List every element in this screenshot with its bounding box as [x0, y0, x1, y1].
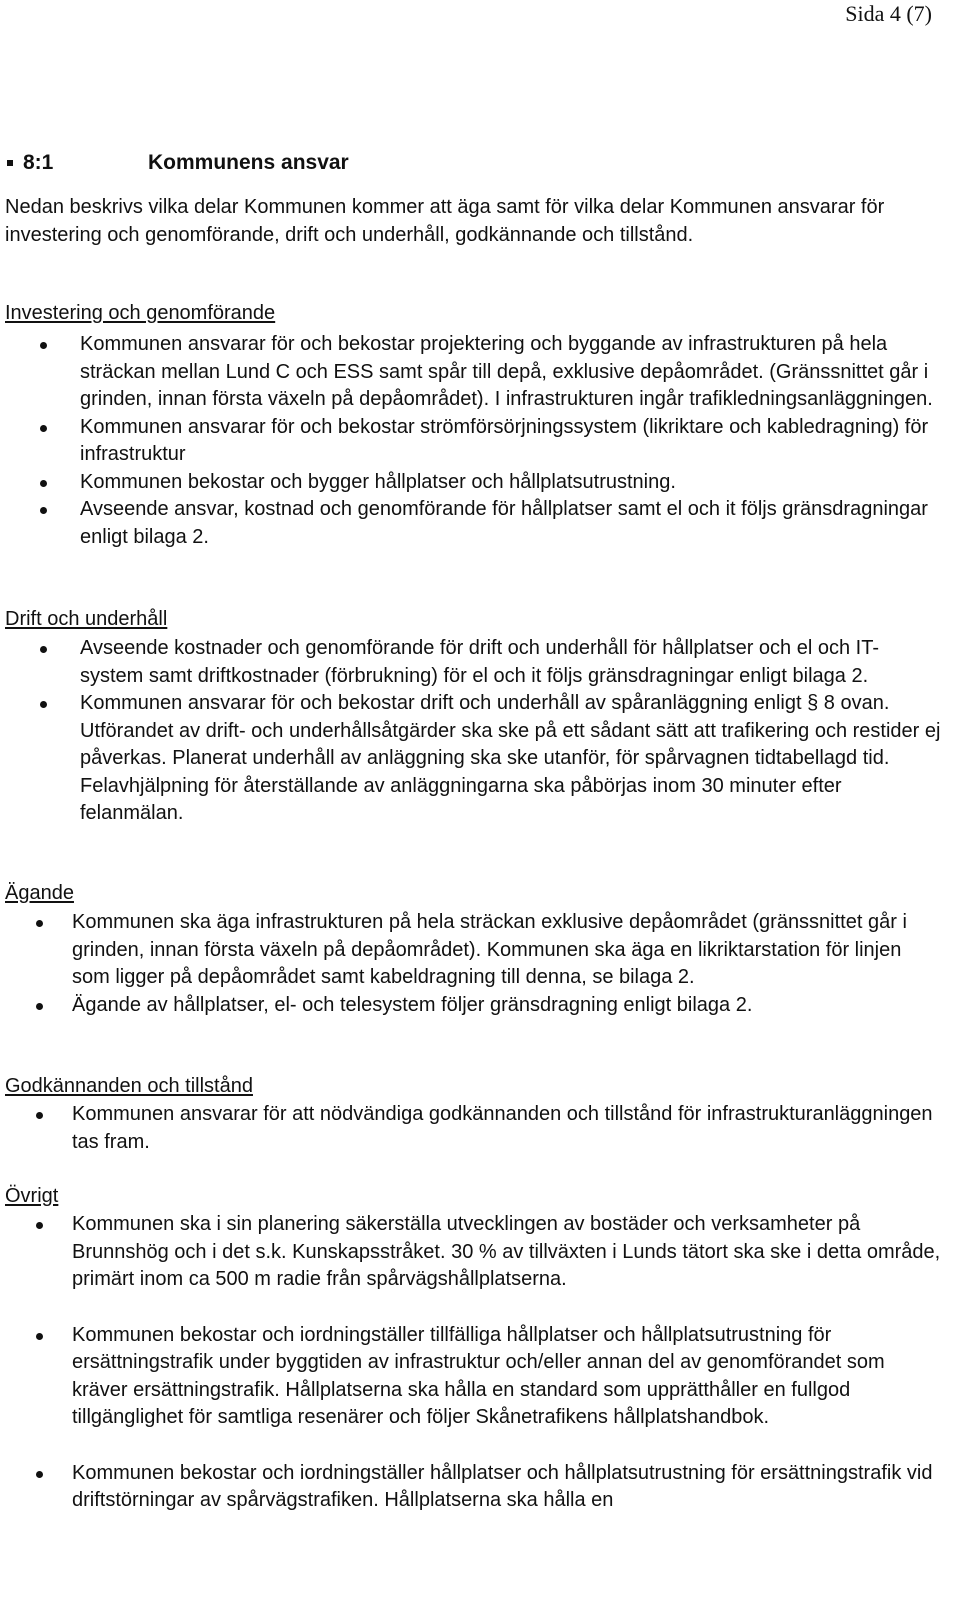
list-item: Kommunen ansvarar för och bekostar projektering och byggande av infrastrukturen på hela sträckan mellan Lund C och ESS samt spår till depå, exklusive depåområdet. (Gränssnittet går i grinden, innan första växeln på depåområdet). I infrastrukturen ingår trafikledningsanläggningen. — [80, 331, 942, 414]
bullet-icon — [36, 1003, 43, 1010]
list-godkannanden — [72, 1101, 942, 1156]
bullet-icon — [36, 1112, 43, 1119]
intro-paragraph: Nedan beskrivs vilka delar Kommunen kommer att äga samt för vilka delar Kommunen ansvarar för investering och genomförande, drift och underhåll, godkännande och tillstånd. — [5, 196, 885, 246]
list-agande — [72, 909, 942, 1019]
list-item: Ägande av hållplatser, el- och telesystem följer gränsdragning enligt bilaga 2. — [72, 992, 942, 1020]
subheading-agande: Ägande — [5, 882, 74, 904]
list-ovrigt — [72, 1211, 942, 1515]
list-item: Kommunen bekostar och iordningställer tillfälliga hållplatser och hållplatsutrustning för ersättningstrafik under byggtiden av infrastruktur och/eller annan del av genomförandet som kräver ersättningstrafik. Hållplatserna ska hålla en standard som upprätthåller en fullgod tillgänglighet för samtliga resenärer och följer Skånetrafikens hållplatshandbok. — [72, 1322, 942, 1432]
list-item: Kommunen ska äga infrastrukturen på hela sträckan exklusive depåområdet (gränssnittet går i grinden, innan första växeln på depåområdet). Kommunen ska äga en likriktarstation för linjen som ligger på depåområdet samt kabeldragning till denna, se bilaga 2. — [72, 909, 942, 992]
bullet-icon — [40, 507, 47, 514]
list-item: Kommunen ansvarar för och bekostar strömförsörjningssystem (likriktare och kabledragning) för infrastruktur — [80, 414, 942, 469]
section-title: Kommunens ansvar — [148, 151, 349, 174]
bullet-icon — [36, 1333, 43, 1340]
bullet-icon — [40, 646, 47, 653]
list-item: Kommunen ska i sin planering säkerställa utvecklingen av bostäder och verksamheter på Brunnshög och i det s.k. Kunskapsstråket. 30 % av tillväxten i Lunds tätort ska ske i detta område, primärt inom ca 500 m radie från spårvägshållplatserna. — [72, 1211, 942, 1294]
square-bullet-icon — [7, 160, 13, 166]
list-item: Kommunen ansvarar för och bekostar drift och underhåll av spåranläggning enligt § 8 ovan. Utförandet av drift- och underhållsåtgärder ska ske på ett sådant sätt att trafikering och restider ej påverkas. Planerat underhåll av anläggning ska ske utanför, för spårvagnen tidtabellagd tid. Felavhjälpning för återställande av anläggningarna ska påbörjas inom 30 minuter efter felanmälan. — [80, 690, 942, 828]
list-item: Avseende ansvar, kostnad och genomförande för hållplatser samt el och it följs gränsdragningar enligt bilaga 2. — [80, 496, 942, 551]
bullet-icon — [40, 701, 47, 708]
bullet-icon — [36, 920, 43, 927]
subheading-ovrigt: Övrigt — [5, 1185, 59, 1207]
subheading-investering: Investering och genomförande — [5, 302, 276, 324]
bullet-icon — [40, 342, 47, 349]
bullet-icon — [40, 425, 47, 432]
bullet-icon — [36, 1222, 43, 1229]
bullet-icon — [36, 1471, 43, 1478]
subheading-godkannanden: Godkännanden och tillstånd — [5, 1075, 253, 1097]
section-number: 8:1 — [23, 151, 54, 174]
list-item: Kommunen ansvarar för att nödvändiga godkännanden och tillstånd för infrastrukturanläggningen tas fram. — [72, 1101, 942, 1156]
list-item: Kommunen bekostar och iordningställer hållplatser och hållplatsutrustning för ersättningstrafik vid driftstörningar av spårvägstrafiken. Hållplatserna ska hålla en — [72, 1460, 942, 1515]
list-item: Avseende kostnader och genomförande för drift och underhåll för hållplatser och el och IT-system samt driftkostnader (förbrukning) för el och it följs gränsdragningar enligt bilaga 2. — [80, 635, 942, 690]
list-item: Kommunen bekostar och bygger hållplatser och hållplatsutrustning. — [80, 469, 942, 497]
list-drift — [80, 635, 942, 828]
list-investering — [80, 331, 942, 551]
bullet-icon — [40, 480, 47, 487]
subheading-drift: Drift och underhåll — [5, 608, 168, 630]
page-number: Sida 4 (7) — [845, 1, 932, 26]
